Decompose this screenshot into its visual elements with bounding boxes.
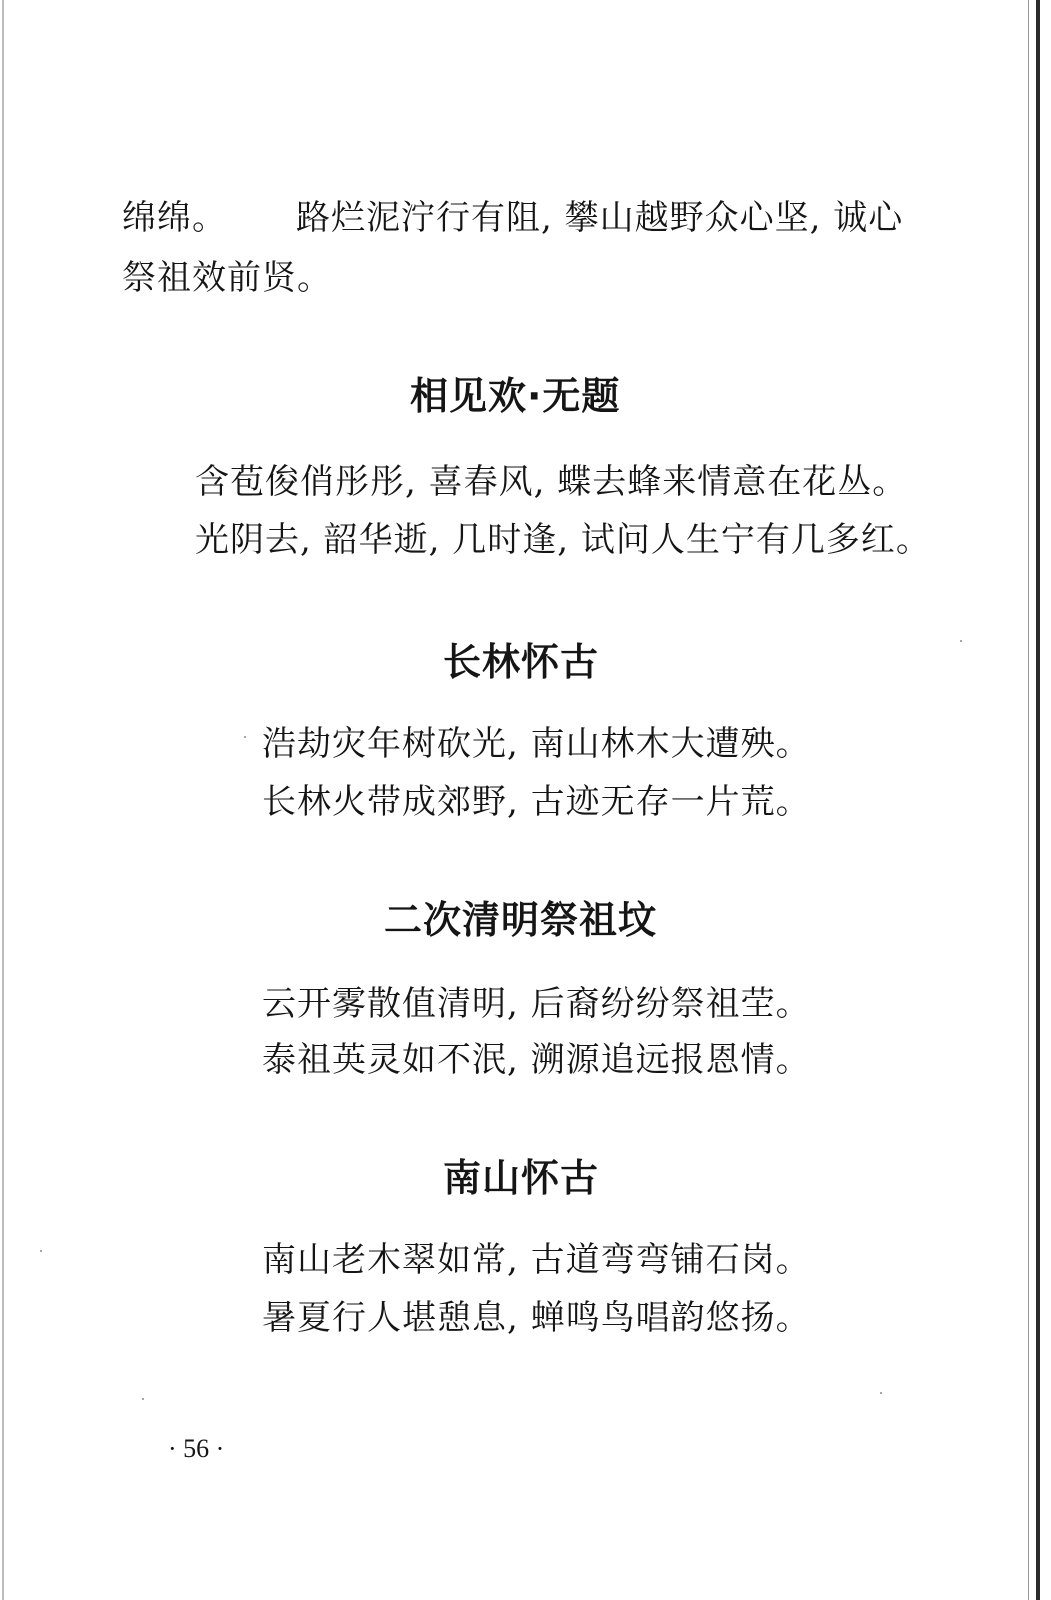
poem-title: 相见欢·无题 bbox=[410, 374, 621, 418]
poem-line: 浩劫灾年树砍光, 南山林木大遭殃。 bbox=[262, 724, 811, 764]
poem-line: 长林火带成郊野, 古迹无存一片荒。 bbox=[262, 782, 811, 822]
scan-speck bbox=[40, 1250, 42, 1252]
page-left-edge bbox=[2, 0, 4, 1600]
poem-title: 长林怀古 bbox=[443, 640, 600, 684]
page-gutter-line bbox=[1028, 0, 1029, 1600]
scan-speck bbox=[880, 1392, 882, 1394]
scan-speck bbox=[244, 736, 246, 738]
scan-speck bbox=[960, 640, 962, 642]
poem-title: 二次清明祭祖坟 bbox=[384, 898, 658, 942]
poem-line: 南山老木翠如常, 古道弯弯铺石岗。 bbox=[262, 1240, 811, 1280]
poem-title: 南山怀古 bbox=[443, 1156, 600, 1200]
poem-line: 云开雾散值清明, 后裔纷纷祭祖茔。 bbox=[262, 984, 811, 1024]
page-right-edge bbox=[1036, 0, 1040, 1600]
scan-speck bbox=[142, 1398, 144, 1400]
poem-line: 泰祖英灵如不泯, 溯源追远报恩情。 bbox=[262, 1040, 811, 1080]
page-number: · 56 · bbox=[168, 1434, 225, 1463]
continuation-line-1-right: 路烂泥泞行有阻, 攀山越野众心坚, 诚心 bbox=[296, 198, 904, 238]
poem-line: 暑夏行人堪憩息, 蝉鸣鸟唱韵悠扬。 bbox=[262, 1298, 811, 1338]
poem-line: 光阴去, 韶华逝, 几时逢, 试问人生宁有几多红。 bbox=[195, 520, 931, 560]
continuation-line-2: 祭祖效前贤。 bbox=[122, 258, 332, 298]
poem-line: 含苞俊俏彤彤, 喜春风, 蝶去蜂来情意在花丛。 bbox=[195, 462, 908, 502]
continuation-line-1-left: 绵绵。 bbox=[122, 198, 227, 238]
